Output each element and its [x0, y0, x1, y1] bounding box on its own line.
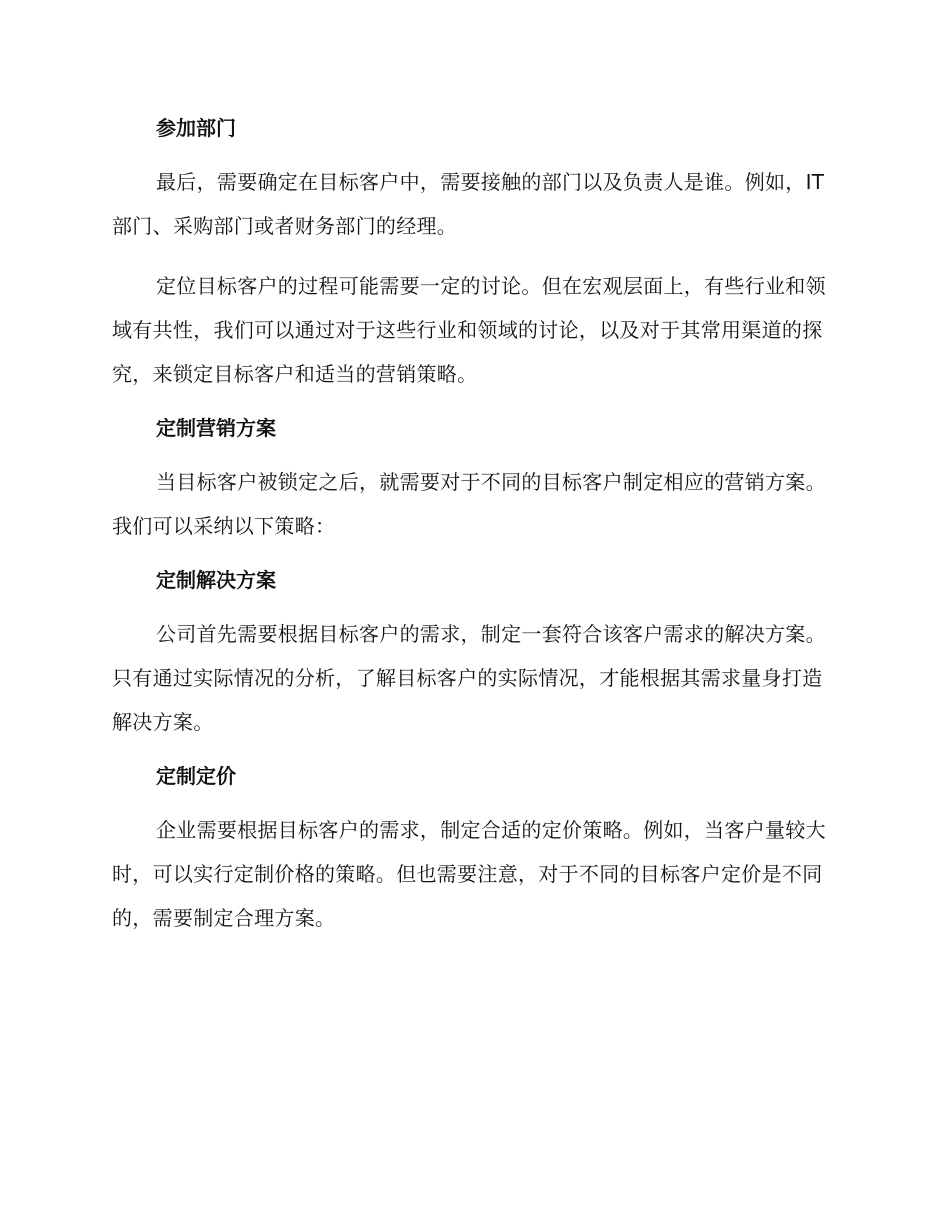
- paragraph: 公司首先需要根据目标客户的需求，制定一套符合该客户需求的解决方案。只有通过实际情况的分析，了解目标客户的实际情况，才能根据其需求量身打造解决方案。: [112, 622, 826, 734]
- paragraph: 定位目标客户的过程可能需要一定的讨论。但在宏观层面上，有些行业和领域有共性，我们可以通过对于这些行业和领域的讨论，以及对于其常用渠道的探究，来锁定目标客户和适当的营销策略。: [112, 274, 826, 386]
- paragraph: 当目标客户被锁定之后，就需要对于不同的目标客户制定相应的营销方案。我们可以采纳以下策略：: [112, 470, 826, 538]
- section-heading: 定制营销方案: [156, 416, 276, 440]
- document-page: [112, 112, 832, 956]
- paragraph: 企业需要根据目标客户的需求，制定合适的定价策略。例如，当客户量较大时，可以实行定制价格的策略。但也需要注意，对于不同的目标客户定价是不同的，需要制定合理方案。: [112, 818, 826, 930]
- section-heading: 定制解决方案: [156, 568, 276, 592]
- section-heading: 定制定价: [156, 764, 236, 788]
- section-heading: 参加部门: [156, 116, 236, 140]
- paragraph: 最后，需要确定在目标客户中，需要接触的部门以及负责人是谁。例如，IT 部门、采购部门或者财务部门的经理。: [112, 170, 825, 238]
